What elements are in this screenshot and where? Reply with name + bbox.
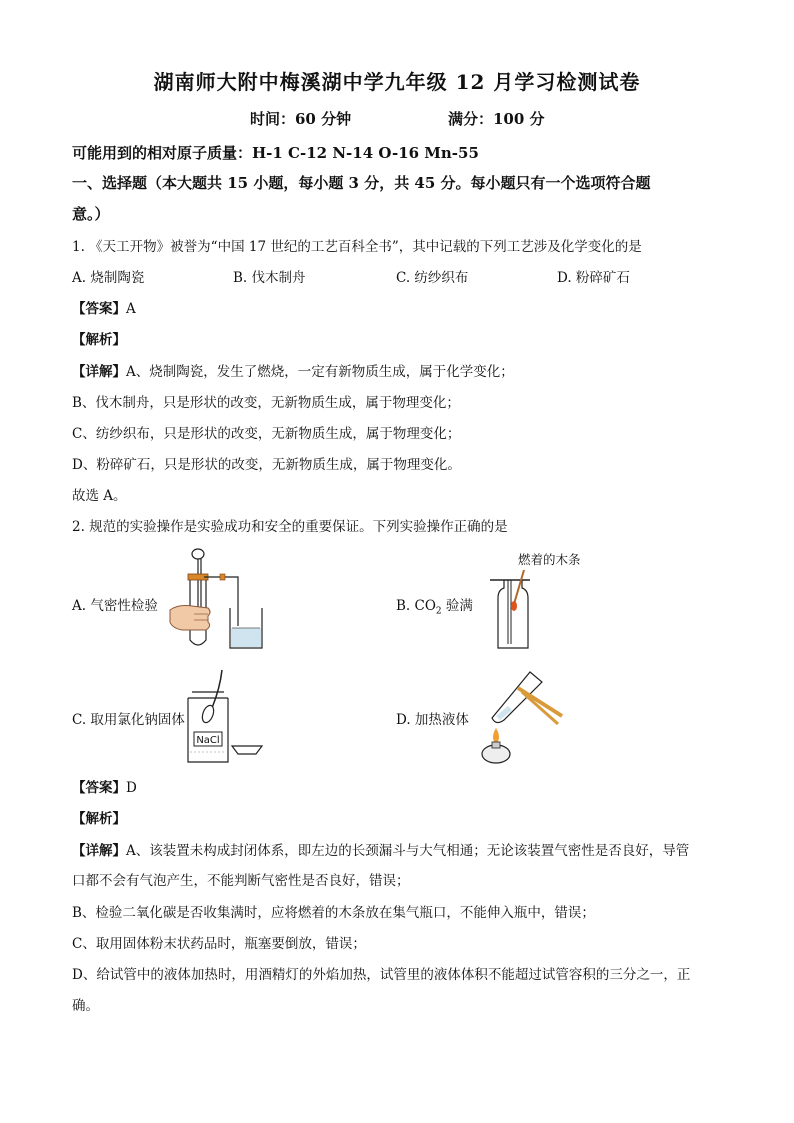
- q1-analysis-label: 【解析】: [72, 332, 126, 348]
- q2-detail-line-3: B、检验二氧化碳是否收集满时，应将燃着的木条放在集气瓶口，不能伸入瓶中，错误；: [72, 905, 595, 921]
- q1-answer: [72, 297, 136, 317]
- detail-label: 【详解】: [72, 843, 126, 859]
- q1-detail-line-2: B、伐木制舟，只是形状的改变，无新物质生成，属于物理变化；: [72, 395, 460, 411]
- q2-option-b: [396, 594, 473, 617]
- q1-option-d: D. 粉碎矿石: [557, 270, 630, 286]
- answer-value: A: [126, 301, 136, 317]
- q2-answer: [72, 776, 137, 796]
- q1-stem: 1. 《天工开物》被誉为“中国 17 世纪的工艺百科全书”，其中记载的下列工艺涉及化学变化的是: [72, 239, 642, 255]
- q2-option-a: A. 气密性检验: [72, 598, 158, 614]
- co2-full-test-figure: [484, 566, 544, 652]
- q2-detail-line-1: [72, 839, 689, 859]
- q2-option-c: C. 取用氯化钠固体: [72, 712, 185, 728]
- heating-liquid-figure: [478, 668, 568, 766]
- airtightness-test-figure: [168, 548, 268, 654]
- opt-b-suffix: 验满: [441, 598, 473, 614]
- nacl-label: NaCl: [196, 735, 220, 746]
- q2-stem: 2. 规范的实验操作是实验成功和安全的重要保证。下列实验操作正确的是: [72, 519, 508, 535]
- burning-stick-caption: 燃着的木条: [518, 552, 581, 567]
- exam-score: 满分：100 分: [448, 110, 545, 128]
- page-title: 湖南师大附中梅溪湖中学九年级 12 月学习检测试卷: [153, 70, 641, 94]
- exam-time: 时间：60 分钟: [250, 110, 352, 128]
- opt-b-prefix: B. CO: [396, 598, 436, 614]
- q2-option-d: D. 加热液体: [396, 712, 469, 728]
- answer-label: 【答案】: [72, 301, 126, 317]
- q1-option-b: B. 伐木制舟: [233, 270, 306, 286]
- detail-text: A、该装置未构成封闭体系，即左边的长颈漏斗与大气相通；无论该装置气密性是否良好，导管: [126, 843, 690, 859]
- q1-option-a: A. 烧制陶瓷: [72, 270, 145, 286]
- q2-detail-line-5: D、给试管中的液体加热时，用酒精灯的外焰加热，试管里的液体体积不能超过试管容积的三分之一，正: [72, 967, 691, 983]
- atomic-mass-line: 可能用到的相对原子质量：H-1 C-12 N-14 O-16 Mn-55: [72, 144, 479, 162]
- answer-label: 【答案】: [72, 780, 126, 796]
- q2-detail-line-2: 口都不会有气泡产生，不能判断气密性是否良好，错误；: [72, 873, 410, 889]
- section-heading-cont: 意。）: [72, 205, 110, 223]
- detail-label: 【详解】: [72, 364, 126, 380]
- detail-text: A、烧制陶瓷，发生了燃烧，一定有新物质生成，属于化学变化；: [126, 364, 514, 380]
- q2-analysis-label: 【解析】: [72, 811, 126, 827]
- answer-value: D: [126, 780, 137, 796]
- q2-detail-line-4: C、取用固体粉末状药品时，瓶塞要倒放，错误；: [72, 936, 366, 952]
- take-solid-figure: [186, 668, 276, 766]
- q1-detail-line-1: [72, 360, 514, 380]
- q1-option-c: C. 纺纱织布: [396, 270, 469, 286]
- q1-detail-line-4: D、粉碎矿石，只是形状的改变，无新物质生成，属于物理变化。: [72, 457, 461, 473]
- q2-detail-line-6: 确。: [72, 998, 99, 1014]
- section-heading: 一、选择题（本大题共 15 小题，每小题 3 分，共 45 分。每小题只有一个选项符合题: [72, 174, 651, 192]
- q1-conclusion: 故选 A。: [72, 488, 127, 504]
- q1-detail-line-3: C、纺纱织布，只是形状的改变，无新物质生成，属于物理变化；: [72, 426, 461, 442]
- opt-b-subscript: 2: [435, 606, 442, 617]
